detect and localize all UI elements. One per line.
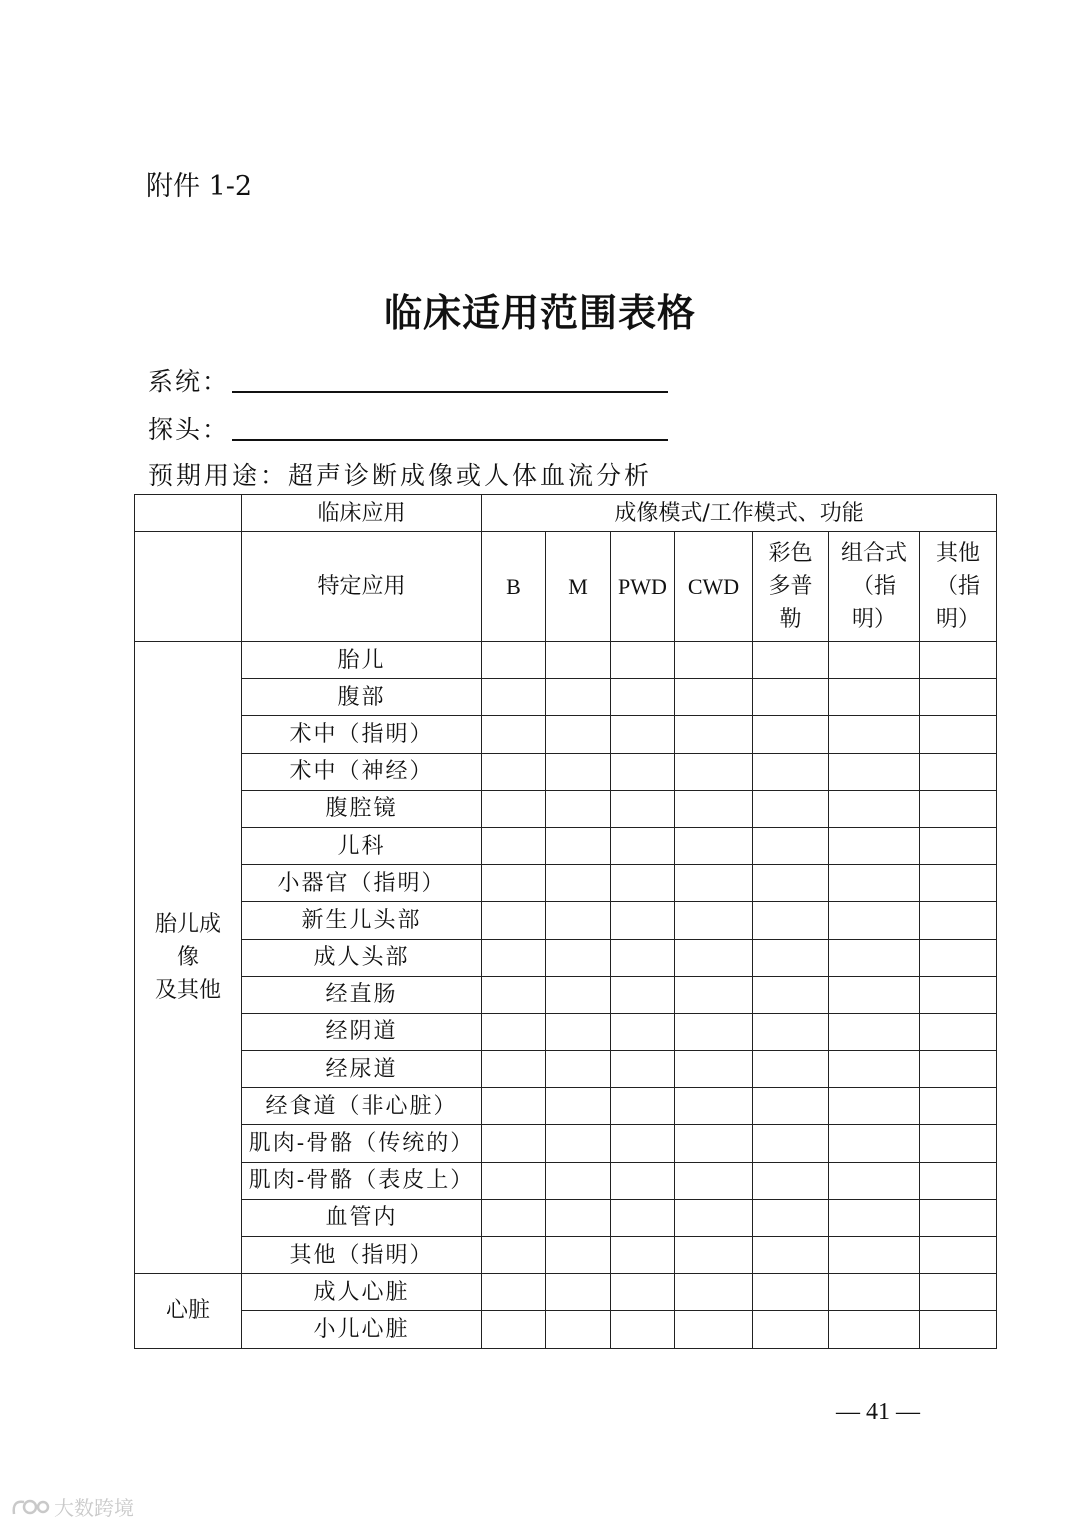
header-clinical: 临床应用 <box>242 495 482 532</box>
table-row <box>135 1013 997 1050</box>
mode-cell[interactable] <box>482 642 546 679</box>
mode-cell[interactable] <box>611 753 675 790</box>
mode-cell[interactable] <box>829 1237 920 1274</box>
attachment-label: 附件 1-2 <box>146 171 253 202</box>
mode-cell[interactable] <box>482 1088 546 1125</box>
application-name: 经阴道 <box>242 1013 482 1050</box>
table-row <box>135 827 997 864</box>
mode-cell[interactable] <box>753 679 829 716</box>
mode-cell[interactable] <box>482 790 546 827</box>
mode-header: 彩色 多普 勒 <box>753 532 829 642</box>
mode-cell[interactable] <box>753 1125 829 1162</box>
mode-cell[interactable] <box>482 1274 546 1311</box>
mode-cell[interactable] <box>753 865 829 902</box>
header-row <box>135 495 997 532</box>
mode-cell[interactable] <box>829 753 920 790</box>
mode-cell[interactable] <box>753 1237 829 1274</box>
mode-header: M <box>546 532 611 642</box>
mode-cell[interactable] <box>675 976 753 1013</box>
mode-cell[interactable] <box>675 753 753 790</box>
mode-cell[interactable] <box>920 976 997 1013</box>
mode-cell[interactable] <box>546 716 611 753</box>
mode-cell[interactable] <box>920 865 997 902</box>
mode-cell[interactable] <box>482 939 546 976</box>
mode-cell[interactable] <box>920 1237 997 1274</box>
application-name: 小儿心脏 <box>242 1311 482 1348</box>
mode-cell[interactable] <box>753 1311 829 1348</box>
mode-cell[interactable] <box>546 679 611 716</box>
mode-cell[interactable] <box>546 1162 611 1199</box>
mode-cell[interactable] <box>675 1013 753 1050</box>
mode-cell[interactable] <box>753 1162 829 1199</box>
application-name: 儿科 <box>242 827 482 864</box>
mode-cell[interactable] <box>675 1199 753 1236</box>
mode-cell[interactable] <box>829 1125 920 1162</box>
watermark-text: 大数跨境 <box>54 1496 134 1520</box>
mode-cell[interactable] <box>920 790 997 827</box>
mode-cell[interactable] <box>675 679 753 716</box>
table-row <box>135 1125 997 1162</box>
mode-cell[interactable] <box>611 1274 675 1311</box>
mode-cell[interactable] <box>920 939 997 976</box>
mode-cell[interactable] <box>546 1051 611 1088</box>
mode-cell[interactable] <box>675 902 753 939</box>
mode-cell[interactable] <box>611 1237 675 1274</box>
mode-cell[interactable] <box>675 1274 753 1311</box>
table-row <box>135 753 997 790</box>
mode-cell[interactable] <box>753 827 829 864</box>
mode-cell[interactable] <box>753 902 829 939</box>
mode-cell[interactable] <box>829 1199 920 1236</box>
mode-cell[interactable] <box>920 1013 997 1050</box>
application-name: 其他（指明） <box>242 1237 482 1274</box>
mode-cell[interactable] <box>829 1051 920 1088</box>
mode-cell[interactable] <box>611 827 675 864</box>
mode-cell[interactable] <box>920 1199 997 1236</box>
mode-cell[interactable] <box>829 1013 920 1050</box>
mode-cell[interactable] <box>482 716 546 753</box>
mode-cell[interactable] <box>611 716 675 753</box>
clinical-application-table <box>134 494 997 1349</box>
watermark-logo-icon <box>10 1496 50 1518</box>
mode-cell[interactable] <box>611 976 675 1013</box>
mode-cell[interactable] <box>611 1125 675 1162</box>
probe-label: 探头： <box>148 415 230 444</box>
mode-cell[interactable] <box>920 1311 997 1348</box>
application-name: 术中（神经） <box>242 753 482 790</box>
mode-header: PWD <box>611 532 675 642</box>
mode-cell[interactable] <box>829 790 920 827</box>
mode-cell[interactable] <box>920 827 997 864</box>
mode-cell[interactable] <box>675 1088 753 1125</box>
group-name: 胎儿成 像 及其他 <box>135 642 242 1274</box>
mode-cell[interactable] <box>675 1237 753 1274</box>
table-row <box>135 716 997 753</box>
system-blank-line <box>232 391 668 393</box>
mode-cell[interactable] <box>482 865 546 902</box>
mode-cell[interactable] <box>611 1311 675 1348</box>
table-row <box>135 1162 997 1199</box>
header-modes: 成像模式/工作模式、功能 <box>482 495 997 532</box>
mode-cell[interactable] <box>482 1162 546 1199</box>
table-row <box>135 642 997 679</box>
mode-cell[interactable] <box>546 902 611 939</box>
mode-cell[interactable] <box>920 716 997 753</box>
mode-cell[interactable] <box>920 753 997 790</box>
mode-cell[interactable] <box>675 1051 753 1088</box>
application-name: 成人头部 <box>242 939 482 976</box>
application-name: 腹部 <box>242 679 482 716</box>
table-row <box>135 1311 997 1348</box>
mode-cell[interactable] <box>829 865 920 902</box>
mode-cell[interactable] <box>753 1088 829 1125</box>
mode-cell[interactable] <box>482 827 546 864</box>
mode-header: B <box>482 532 546 642</box>
mode-cell[interactable] <box>920 1088 997 1125</box>
mode-cell[interactable] <box>482 1311 546 1348</box>
mode-cell[interactable] <box>546 1274 611 1311</box>
mode-cell[interactable] <box>611 865 675 902</box>
application-name: 经食道（非心脏） <box>242 1088 482 1125</box>
mode-cell[interactable] <box>753 976 829 1013</box>
mode-cell[interactable] <box>753 753 829 790</box>
mode-cell[interactable] <box>829 1311 920 1348</box>
mode-cell[interactable] <box>482 1237 546 1274</box>
mode-cell[interactable] <box>675 1162 753 1199</box>
mode-cell[interactable] <box>675 716 753 753</box>
mode-cell[interactable] <box>675 790 753 827</box>
application-name: 术中（指明） <box>242 716 482 753</box>
mode-cell[interactable] <box>546 976 611 1013</box>
mode-cell[interactable] <box>829 642 920 679</box>
mode-cell[interactable] <box>829 902 920 939</box>
mode-cell[interactable] <box>482 902 546 939</box>
table-row <box>135 939 997 976</box>
mode-cell[interactable] <box>482 679 546 716</box>
mode-cell[interactable] <box>546 1237 611 1274</box>
application-name: 血管内 <box>242 1199 482 1236</box>
application-name: 肌肉-骨骼（表皮上） <box>242 1162 482 1199</box>
mode-header: 组合式 （指 明） <box>829 532 920 642</box>
mode-cell[interactable] <box>829 976 920 1013</box>
mode-header: 其他 （指 明） <box>920 532 997 642</box>
table-row <box>135 976 997 1013</box>
table-row <box>135 1199 997 1236</box>
mode-cell[interactable] <box>546 1199 611 1236</box>
mode-cell[interactable] <box>753 642 829 679</box>
table-row <box>135 1088 997 1125</box>
mode-cell[interactable] <box>611 902 675 939</box>
table-row <box>135 679 997 716</box>
mode-header-row <box>135 532 997 642</box>
mode-cell[interactable] <box>675 642 753 679</box>
application-name: 肌肉-骨骼（传统的） <box>242 1125 482 1162</box>
mode-cell[interactable] <box>753 790 829 827</box>
table-row <box>135 1051 997 1088</box>
mode-cell[interactable] <box>611 939 675 976</box>
mode-cell[interactable] <box>829 1088 920 1125</box>
mode-header: CWD <box>675 532 753 642</box>
mode-cell[interactable] <box>611 1088 675 1125</box>
mode-cell[interactable] <box>611 790 675 827</box>
system-label: 系统： <box>148 367 230 396</box>
mode-cell[interactable] <box>546 1311 611 1348</box>
application-name: 腹腔镜 <box>242 790 482 827</box>
mode-cell[interactable] <box>829 679 920 716</box>
page-number: — 41 — <box>836 1399 920 1425</box>
table-row <box>135 1237 997 1274</box>
mode-cell[interactable] <box>829 939 920 976</box>
page-title: 临床适用范围表格 <box>383 291 696 335</box>
mode-cell[interactable] <box>611 679 675 716</box>
mode-cell[interactable] <box>546 790 611 827</box>
mode-cell[interactable] <box>611 1199 675 1236</box>
mode-cell[interactable] <box>546 642 611 679</box>
table-row <box>135 1274 997 1311</box>
mode-cell[interactable] <box>546 827 611 864</box>
intended-use: 预期用途：超声诊断成像或人体血流分析 <box>148 461 653 490</box>
table-row <box>135 902 997 939</box>
mode-cell[interactable] <box>611 1051 675 1088</box>
mode-cell[interactable] <box>482 1125 546 1162</box>
probe-field <box>148 410 229 446</box>
mode-cell[interactable] <box>753 1199 829 1236</box>
mode-cell[interactable] <box>753 1051 829 1088</box>
mode-cell[interactable] <box>546 1013 611 1050</box>
application-name: 胎儿 <box>242 642 482 679</box>
mode-cell[interactable] <box>753 939 829 976</box>
application-name: 经直肠 <box>242 976 482 1013</box>
mode-cell[interactable] <box>920 902 997 939</box>
mode-cell[interactable] <box>546 753 611 790</box>
mode-cell[interactable] <box>482 1051 546 1088</box>
mode-cell[interactable] <box>829 1274 920 1311</box>
system-field <box>148 362 229 398</box>
mode-cell[interactable] <box>675 827 753 864</box>
mode-cell[interactable] <box>753 1274 829 1311</box>
mode-cell[interactable] <box>546 1125 611 1162</box>
mode-cell[interactable] <box>675 939 753 976</box>
mode-cell[interactable] <box>482 1013 546 1050</box>
mode-cell[interactable] <box>675 1311 753 1348</box>
mode-cell[interactable] <box>482 753 546 790</box>
corner-cell <box>135 532 242 642</box>
mode-cell[interactable] <box>675 1125 753 1162</box>
application-name: 小器官（指明） <box>242 865 482 902</box>
application-name: 成人心脏 <box>242 1274 482 1311</box>
mode-cell[interactable] <box>920 679 997 716</box>
corner-cell <box>135 495 242 532</box>
mode-cell[interactable] <box>920 1051 997 1088</box>
mode-cell[interactable] <box>753 716 829 753</box>
header-specific: 特定应用 <box>242 532 482 642</box>
mode-cell[interactable] <box>753 1013 829 1050</box>
mode-cell[interactable] <box>611 642 675 679</box>
probe-blank-line <box>232 439 668 441</box>
mode-cell[interactable] <box>546 865 611 902</box>
group-name: 心脏 <box>135 1274 242 1348</box>
application-name: 经尿道 <box>242 1051 482 1088</box>
mode-cell[interactable] <box>920 642 997 679</box>
table-row <box>135 865 997 902</box>
table-row <box>135 790 997 827</box>
mode-cell[interactable] <box>829 716 920 753</box>
mode-cell[interactable] <box>611 1013 675 1050</box>
mode-cell[interactable] <box>829 827 920 864</box>
mode-cell[interactable] <box>482 1199 546 1236</box>
mode-cell[interactable] <box>920 1162 997 1199</box>
mode-cell[interactable] <box>920 1274 997 1311</box>
mode-cell[interactable] <box>482 976 546 1013</box>
mode-cell[interactable] <box>546 1088 611 1125</box>
mode-cell[interactable] <box>611 1162 675 1199</box>
mode-cell[interactable] <box>829 1162 920 1199</box>
watermark <box>10 1492 134 1521</box>
mode-cell[interactable] <box>920 1125 997 1162</box>
application-name: 新生儿头部 <box>242 902 482 939</box>
mode-cell[interactable] <box>546 939 611 976</box>
mode-cell[interactable] <box>675 865 753 902</box>
